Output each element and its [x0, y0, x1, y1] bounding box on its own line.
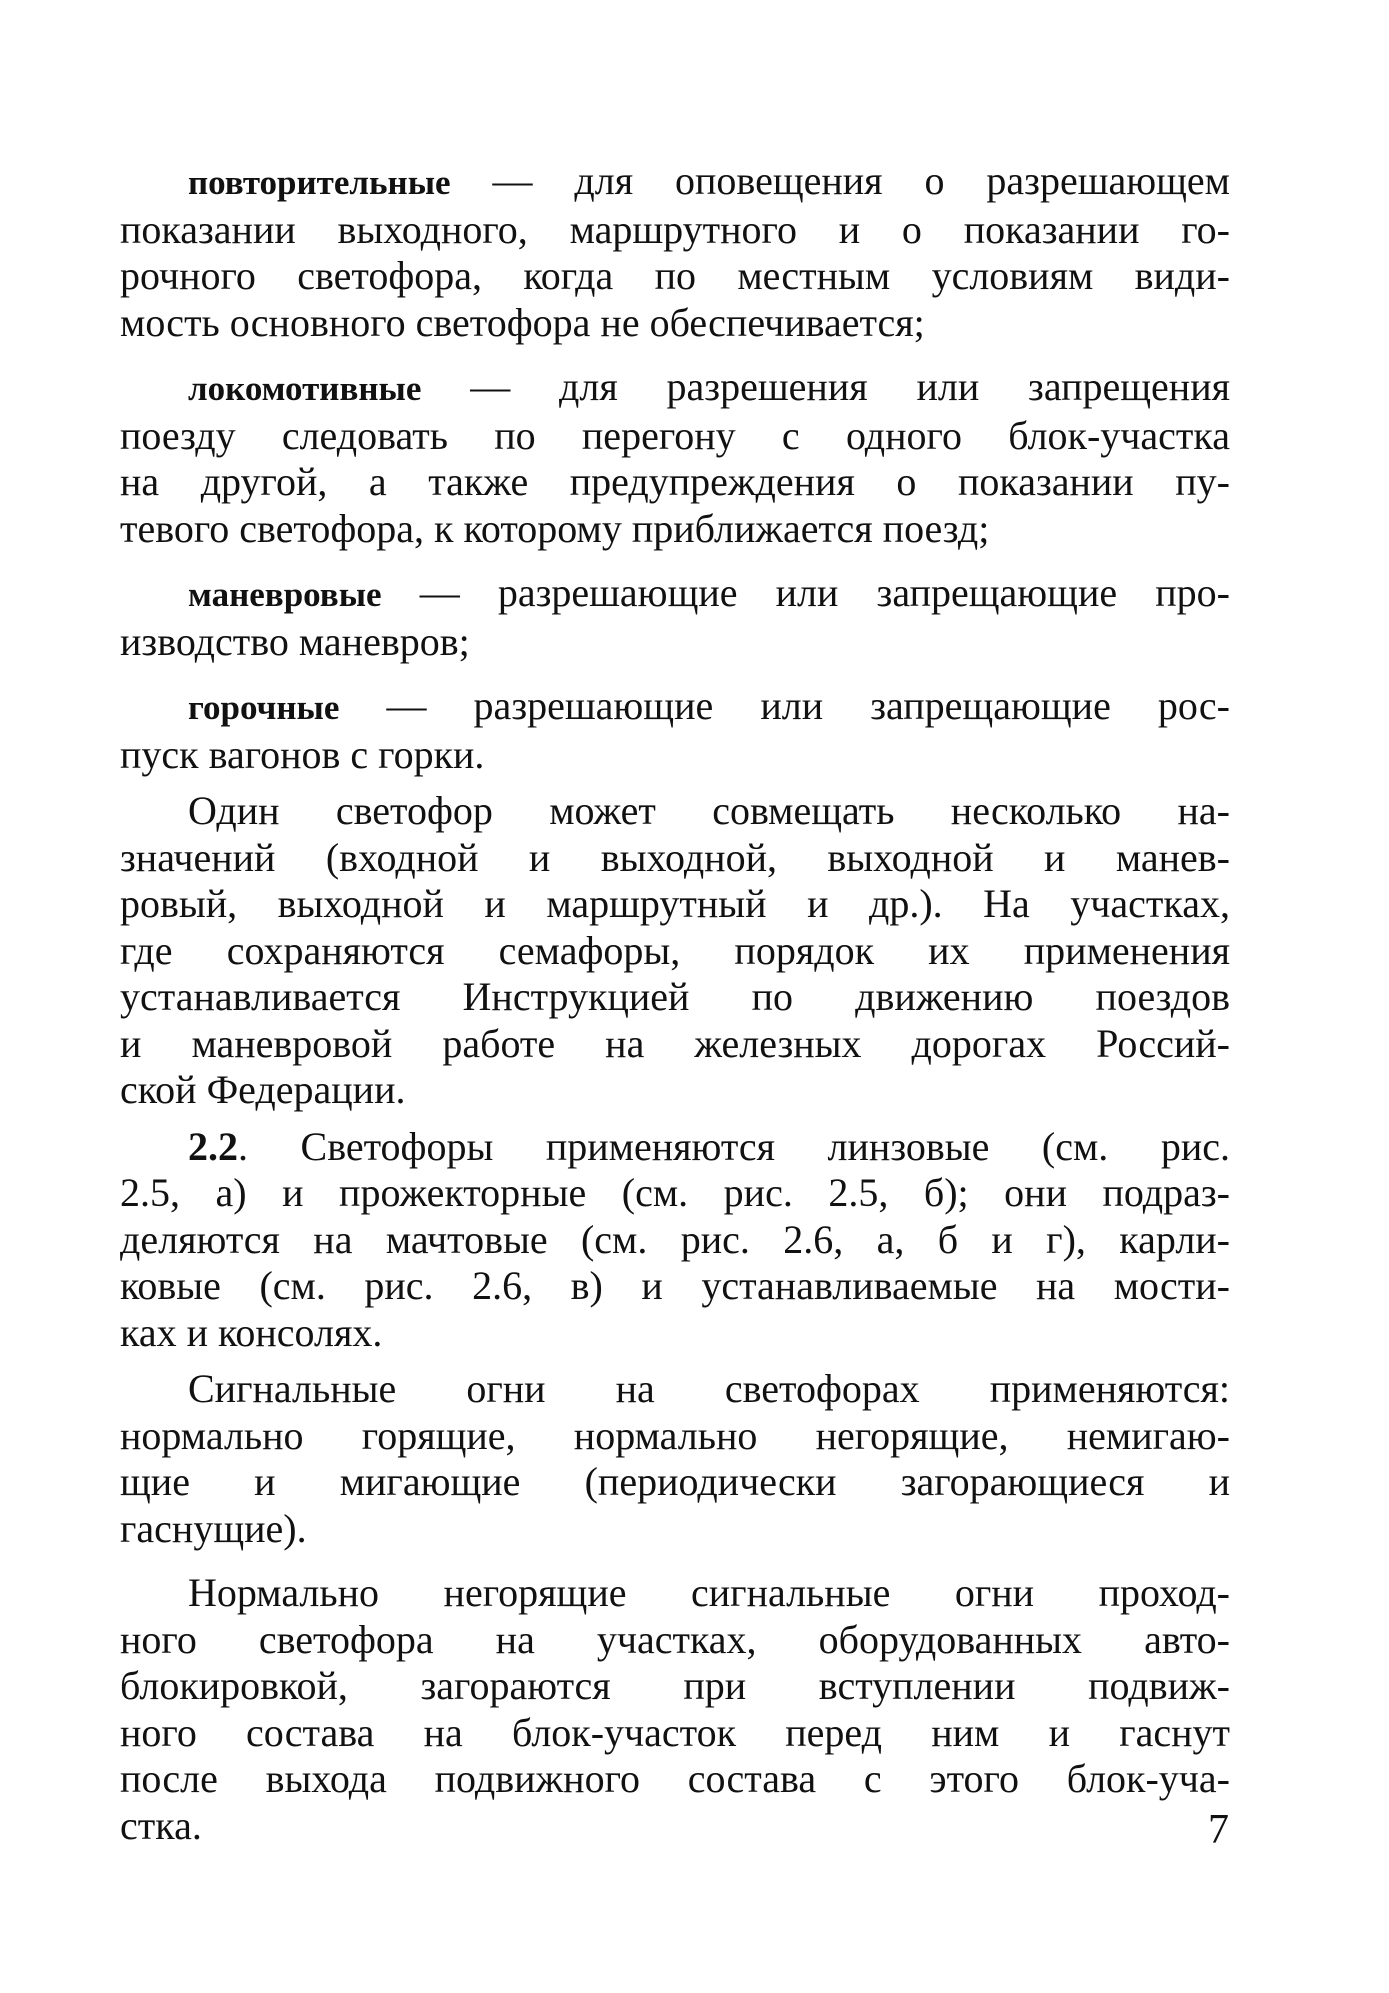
text-line: Нормально негорящие сигнальные огни проход- [188, 1570, 1230, 1615]
text-line: тевого светофора, к которому приближается поезд; [120, 505, 990, 551]
text-line: Сигнальные огни на светофорах применяются: [188, 1366, 1230, 1411]
text-line: мость основного светофора не обеспечивается; [120, 299, 925, 345]
text-line: гаснущие). [120, 1505, 307, 1551]
term-gorochnye: горочные [188, 688, 340, 727]
page-number: 7 [1208, 1807, 1229, 1853]
text-line: устанавливается Инструкцией по движению поездов [120, 974, 1230, 1019]
term-manevrovye: маневровые [188, 575, 382, 614]
text-line: значений (входной и выходной, выходной и манев- [120, 834, 1230, 880]
text-line: поезду следовать по перегону с одного блок-участка [120, 412, 1230, 458]
text-line: маневровые — разрешающие или запрещающие про- [188, 570, 1230, 615]
section-number: 2.2 [188, 1123, 238, 1169]
text-line: показании выходного, маршрутного и о показании го- [120, 206, 1230, 252]
text-line: ках и консолях. [120, 1309, 383, 1355]
paragraph-normalno-negoryashchie [120, 1570, 1230, 1849]
text-line: рочного светофора, когда по местным условиям види- [120, 253, 1230, 298]
paragraph-odin-svetofor [120, 788, 1230, 1114]
text-line: ного светофора на участках, оборудованных авто- [120, 1616, 1230, 1662]
text-line: блокировкой, загораются при вступлении подвиж- [120, 1663, 1230, 1708]
text-line: стка. [120, 1802, 202, 1848]
text-line: и маневровой работе на железных дорогах Россий- [120, 1020, 1230, 1066]
paragraph-lokomotivnye [120, 364, 1230, 552]
text-line: локомотивные — для разрешения или запрещения [188, 364, 1230, 409]
text-line: 2.5, а) и прожекторные (см. рис. 2.5, б); они подраз- [120, 1170, 1230, 1215]
text-line: повторительные — для оповещения о разрешающем [188, 158, 1230, 203]
text-line: деляются на мачтовые (см. рис. 2.6, а, б и г), карли- [120, 1216, 1230, 1262]
text-line: где сохраняются семафоры, порядок их применения [120, 927, 1230, 973]
paragraph-signalnye-ogni [120, 1366, 1230, 1552]
text-line: после выхода подвижного состава с этого блок-уча- [120, 1756, 1230, 1801]
text-line: Один светофор может совмещать несколько на- [188, 788, 1230, 833]
text-line: ного состава на блок-участок перед ним и гаснут [120, 1709, 1230, 1755]
paragraph-manevrovye [120, 570, 1230, 665]
paragraph-povtoritelnye [120, 158, 1230, 346]
text-line: изводство маневров; [120, 618, 470, 664]
term-povtoritelnye: повторительные [188, 163, 451, 202]
text-line: ковые (см. рис. 2.6, в) и устанавливаемые на мости- [120, 1263, 1230, 1308]
text-line: горочные — разрешающие или запрещающие рос- [188, 683, 1230, 728]
text-line: ской Федерации. [120, 1067, 406, 1112]
text-line: щие и мигающие (периодически загорающиеся и [120, 1459, 1230, 1504]
text-line: ровый, выходной и маршрутный и др.). На участках, [120, 881, 1230, 926]
text-line: пуск вагонов с горки. [120, 731, 485, 777]
page-body [120, 158, 1230, 1849]
text-line: нормально горящие, нормально негорящие, немигаю- [120, 1412, 1230, 1458]
text-line: на другой, а также предупреждения о показании пу- [120, 459, 1230, 504]
paragraph-section-2-2 [120, 1124, 1230, 1357]
paragraph-gorochnye [120, 683, 1230, 778]
term-lokomotivnye: локомотивные [188, 369, 422, 408]
text-line: 2.2. Светофоры применяются линзовые (см. рис. [188, 1123, 1230, 1169]
